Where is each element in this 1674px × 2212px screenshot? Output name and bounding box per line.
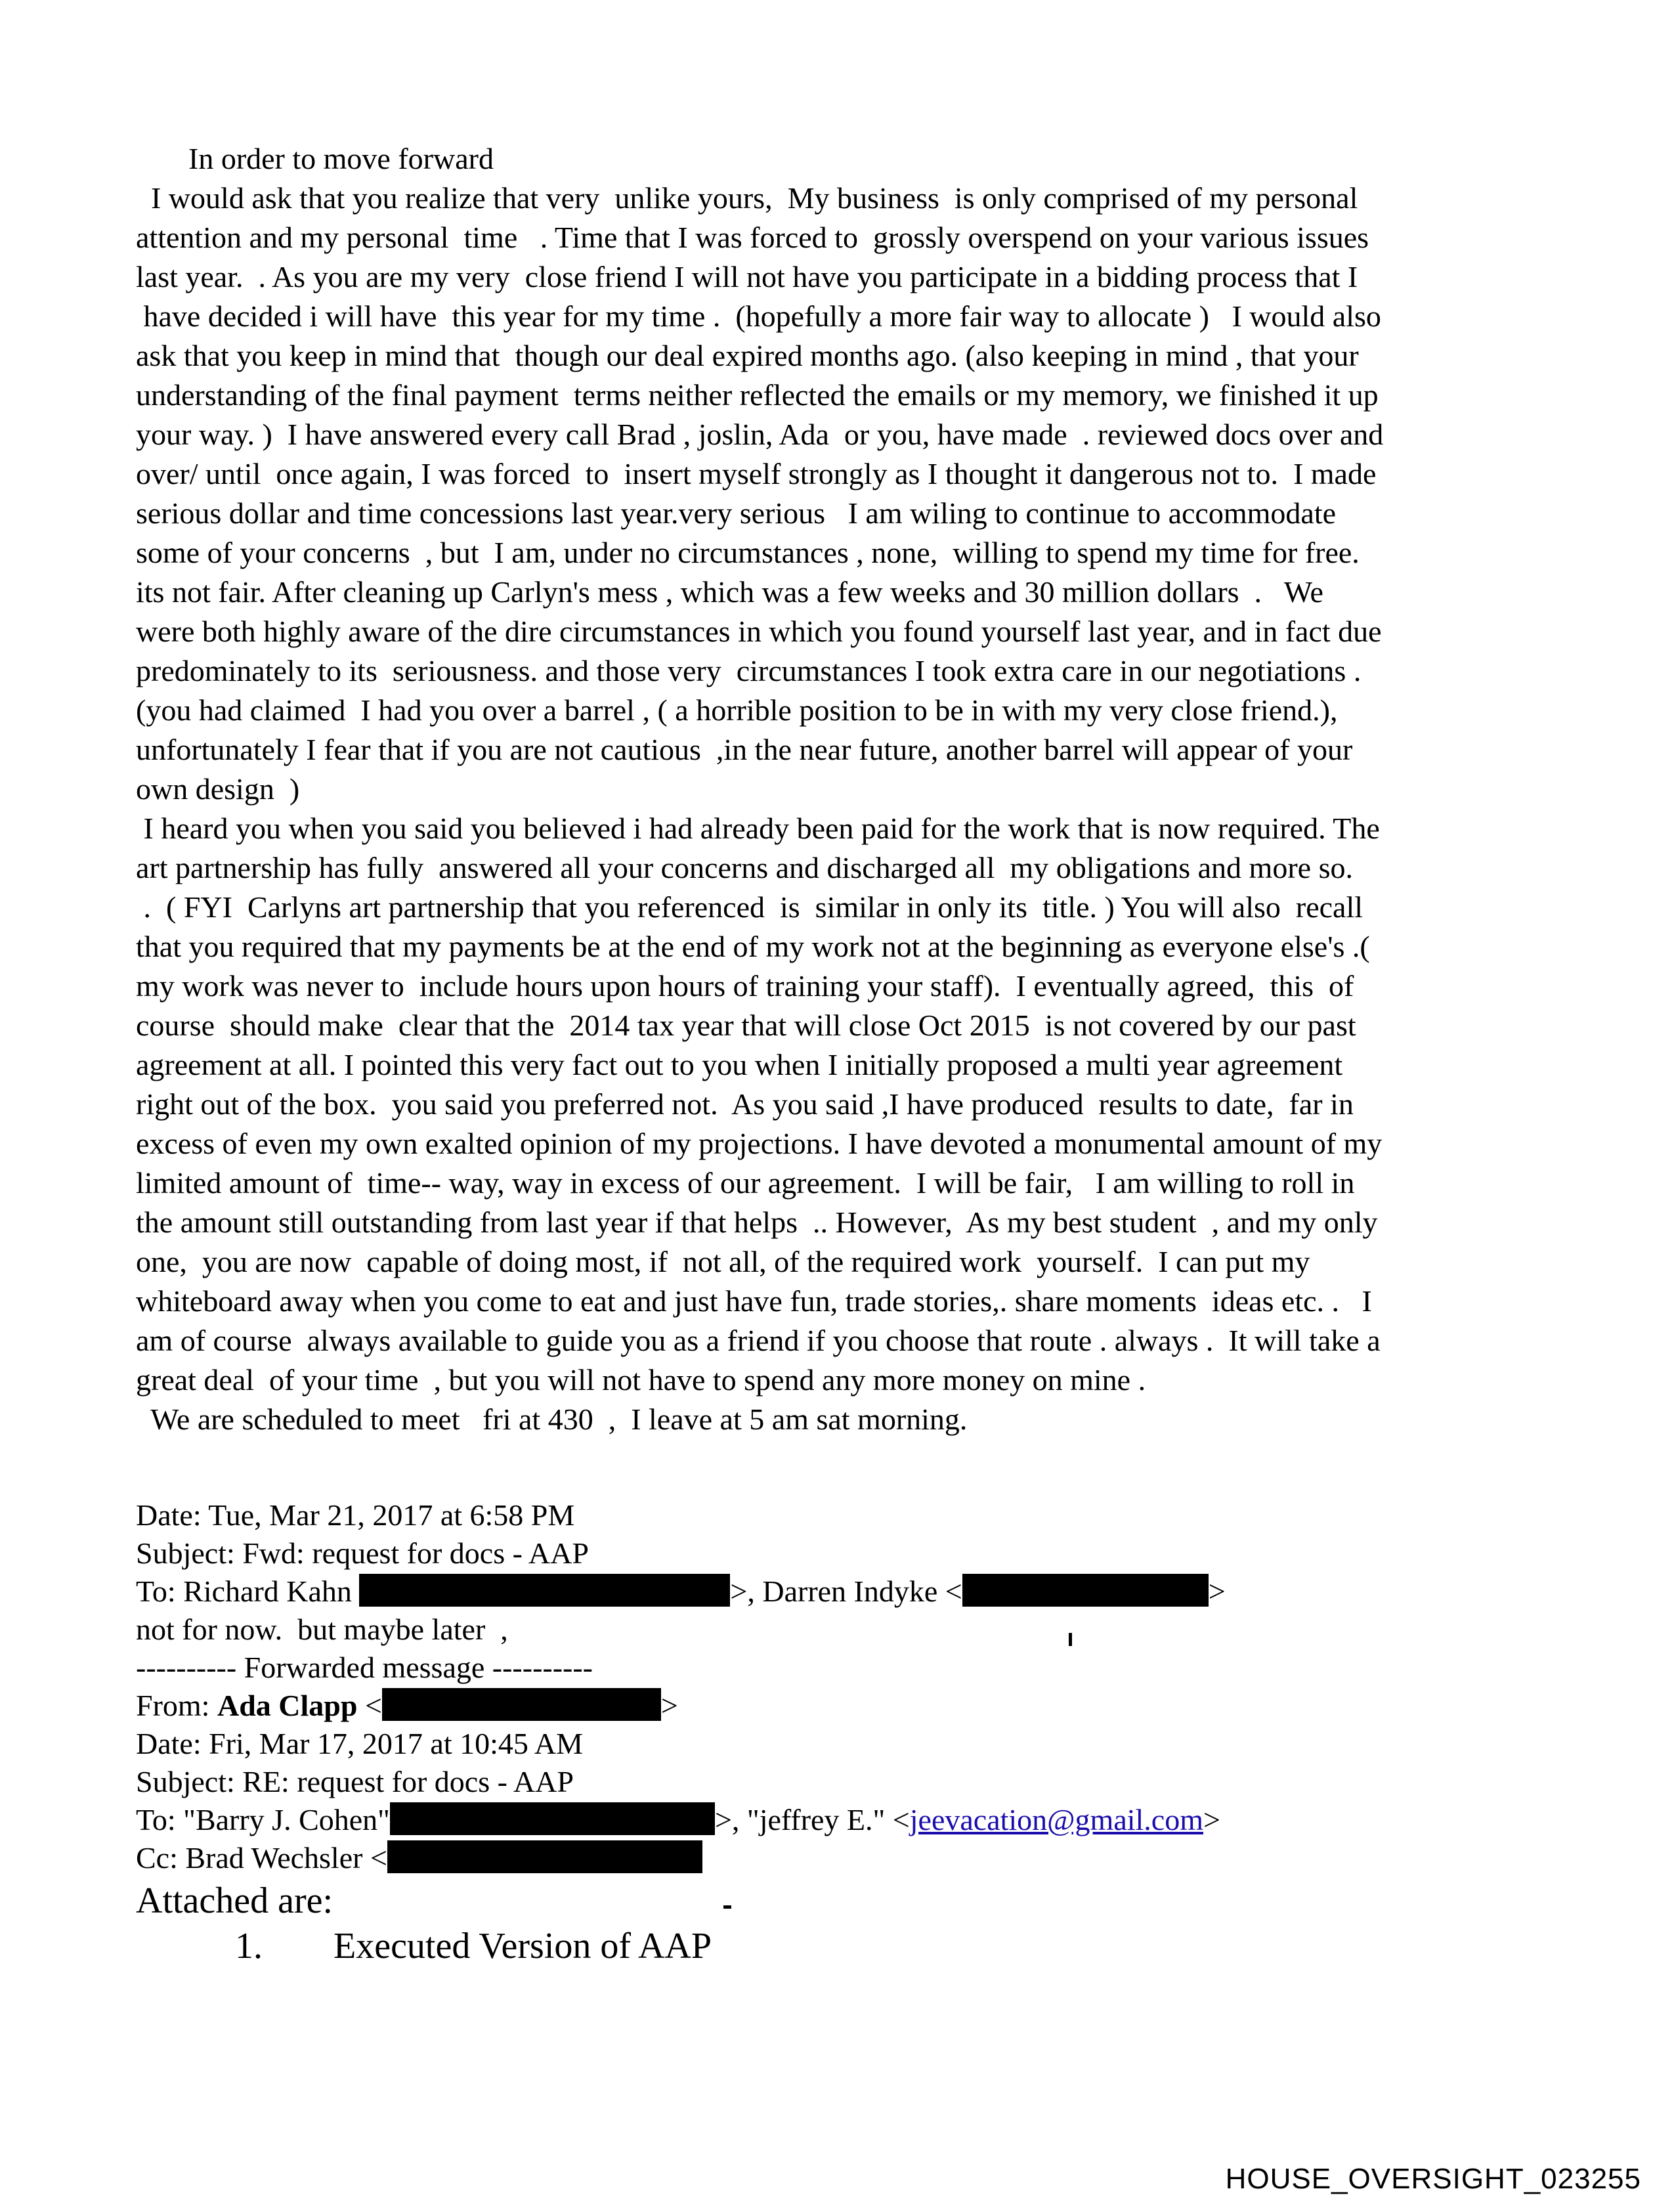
- from-open: <: [357, 1689, 382, 1722]
- letter-line: unfortunately I fear that if you are not cautious ,in the near future, another barrel will appear of your: [136, 733, 1353, 766]
- letter-line: have decided i will have this year for my time . (hopefully a more fair way to allocate ) I would also: [136, 299, 1381, 333]
- bates-number: HOUSE_OVERSIGHT_023255: [1225, 2163, 1641, 2195]
- letter-line: agreement at all. I pointed this very fact out to you when I initially proposed a multi year agreement: [136, 1048, 1343, 1081]
- redaction-bar: [390, 1802, 715, 1835]
- letter-line: your way. ) I have answered every call Brad , joslin, Ada or you, have made . reviewed docs over and: [136, 418, 1384, 451]
- letter-line: that you required that my payments be at the end of my work not at the beginning as everyone else's .(: [136, 930, 1370, 963]
- letter-line: We are scheduled to meet fri at 430 , I leave at 5 am sat morning.: [136, 1402, 968, 1436]
- email-subject: Subject: RE: request for docs - AAP: [136, 1765, 574, 1798]
- letter-line: serious dollar and time concessions last year.very serious I am wiling to continue to accommodate: [136, 496, 1337, 530]
- letter-line: attention and my personal time . Time that I was forced to grossly overspend on your various issues: [136, 221, 1369, 254]
- letter-line: understanding of the final payment terms neither reflected the emails or my memory, we finished it up: [136, 378, 1379, 412]
- letter-line: art partnership has fully answered all your concerns and discharged all my obligations and more so.: [136, 851, 1353, 884]
- attachment-number: 1.: [235, 1926, 263, 1966]
- letter-line: were both highly aware of the dire circumstances in which you found yourself last year, and in fact due: [136, 615, 1382, 648]
- attachment-name: Executed Version of AAP: [333, 1926, 712, 1966]
- letter-line: over/ until once again, I was forced to insert myself strongly as I thought it dangerous not to. I made: [136, 457, 1377, 490]
- to-end: >: [1203, 1803, 1220, 1836]
- redaction-bar: [387, 1840, 702, 1873]
- email-date: Date: Fri, Mar 17, 2017 at 10:45 AM: [136, 1727, 583, 1760]
- letter-line: limited amount of time-- way, way in excess of our agreement. I will be fair, I am willing to roll in: [136, 1166, 1355, 1200]
- email-body-text: not for now. but maybe later ,: [136, 1613, 508, 1646]
- letter-line: my work was never to include hours upon hours of training your staff). I eventually agreed, this of: [136, 969, 1354, 1003]
- letter-line: predominately to its seriousness. and those very circumstances I took extra care in our negotiations .: [136, 654, 1362, 687]
- redaction-bar: [382, 1688, 661, 1721]
- letter-line: I heard you when you said you believed i had already been paid for the work that is now required. The: [136, 812, 1380, 845]
- email-link[interactable]: jeevacation@gmail.com: [909, 1803, 1203, 1836]
- attached-heading: Attached are:: [136, 1880, 333, 1921]
- email-to-line: [136, 1572, 1226, 1611]
- forwarded-marker: ---------- Forwarded message ----------: [136, 1651, 593, 1684]
- email-from-line: [136, 1687, 678, 1725]
- letter-line: own design ): [136, 772, 300, 806]
- letter-line: whiteboard away when you come to eat and just have fun, trade stories,. share moments ideas etc. . I: [136, 1284, 1372, 1318]
- letter-line: ask that you keep in mind that though our deal expired months ago. (also keeping in mind , that your: [136, 339, 1359, 372]
- letter-line: . ( FYI Carlyns art partnership that you referenced is similar in only its title. ) You will also recall: [136, 890, 1363, 924]
- letter-line: course should make clear that the 2014 tax year that will close Oct 2015 is not covered by our past: [136, 1008, 1356, 1042]
- to-end: >: [1208, 1574, 1226, 1608]
- from-end: >: [660, 1689, 678, 1722]
- letter-line: its not fair. After cleaning up Carlyn's mess , which was a few weeks and 30 million dollars . We: [136, 575, 1323, 609]
- email-subject: Subject: Fwd: request for docs - AAP: [136, 1536, 589, 1570]
- redaction-bar: [962, 1574, 1209, 1607]
- to-label: To: Richard Kahn: [136, 1574, 360, 1608]
- to-label: To: "Barry J. Cohen": [136, 1803, 390, 1836]
- letter-line: excess of even my own exalted opinion of my projections. I have devoted a monumental amount of my: [136, 1127, 1383, 1160]
- letter-line: (you had claimed I had you over a barrel , ( a horrible position to be in with my very close friend.),: [136, 693, 1338, 727]
- redaction-bar: [359, 1574, 730, 1607]
- letter-line: great deal of your time , but you will not have to spend any more money on mine .: [136, 1363, 1146, 1397]
- scan-mark: [723, 1905, 731, 1909]
- to-separator: >, Darren Indyke <: [730, 1574, 962, 1608]
- to-separator: >, "jeffrey E." <: [714, 1803, 910, 1836]
- letter-line: In order to move forward: [188, 142, 494, 175]
- letter-line: I would ask that you realize that very unlike yours, My business is only comprised of my personal: [151, 181, 1358, 215]
- email-date: Date: Tue, Mar 21, 2017 at 6:58 PM: [136, 1498, 575, 1532]
- from-name: Ada Clapp: [217, 1689, 358, 1722]
- letter-line: the amount still outstanding from last year if that helps .. However, As my best student , and my only: [136, 1205, 1378, 1239]
- email-cc-line: [136, 1839, 702, 1877]
- letter-line: one, you are now capable of doing most, if not all, of the required work yourself. I can put my: [136, 1245, 1310, 1278]
- email-to-line: [136, 1801, 1220, 1839]
- letter-line: some of your concerns , but I am, under no circumstances , none, willing to spend my time for free.: [136, 536, 1360, 569]
- cc-label: Cc: Brad Wechsler <: [136, 1841, 387, 1875]
- letter-line: last year. . As you are my very close friend I will not have you participate in a bidding process that I: [136, 260, 1358, 293]
- from-label: From:: [136, 1689, 217, 1722]
- letter-line: am of course always available to guide you as a friend if you choose that route . always . It will take a: [136, 1324, 1381, 1357]
- scan-mark: [1069, 1633, 1072, 1646]
- letter-line: right out of the box. you said you preferred not. As you said ,I have produced results to date, far in: [136, 1087, 1354, 1121]
